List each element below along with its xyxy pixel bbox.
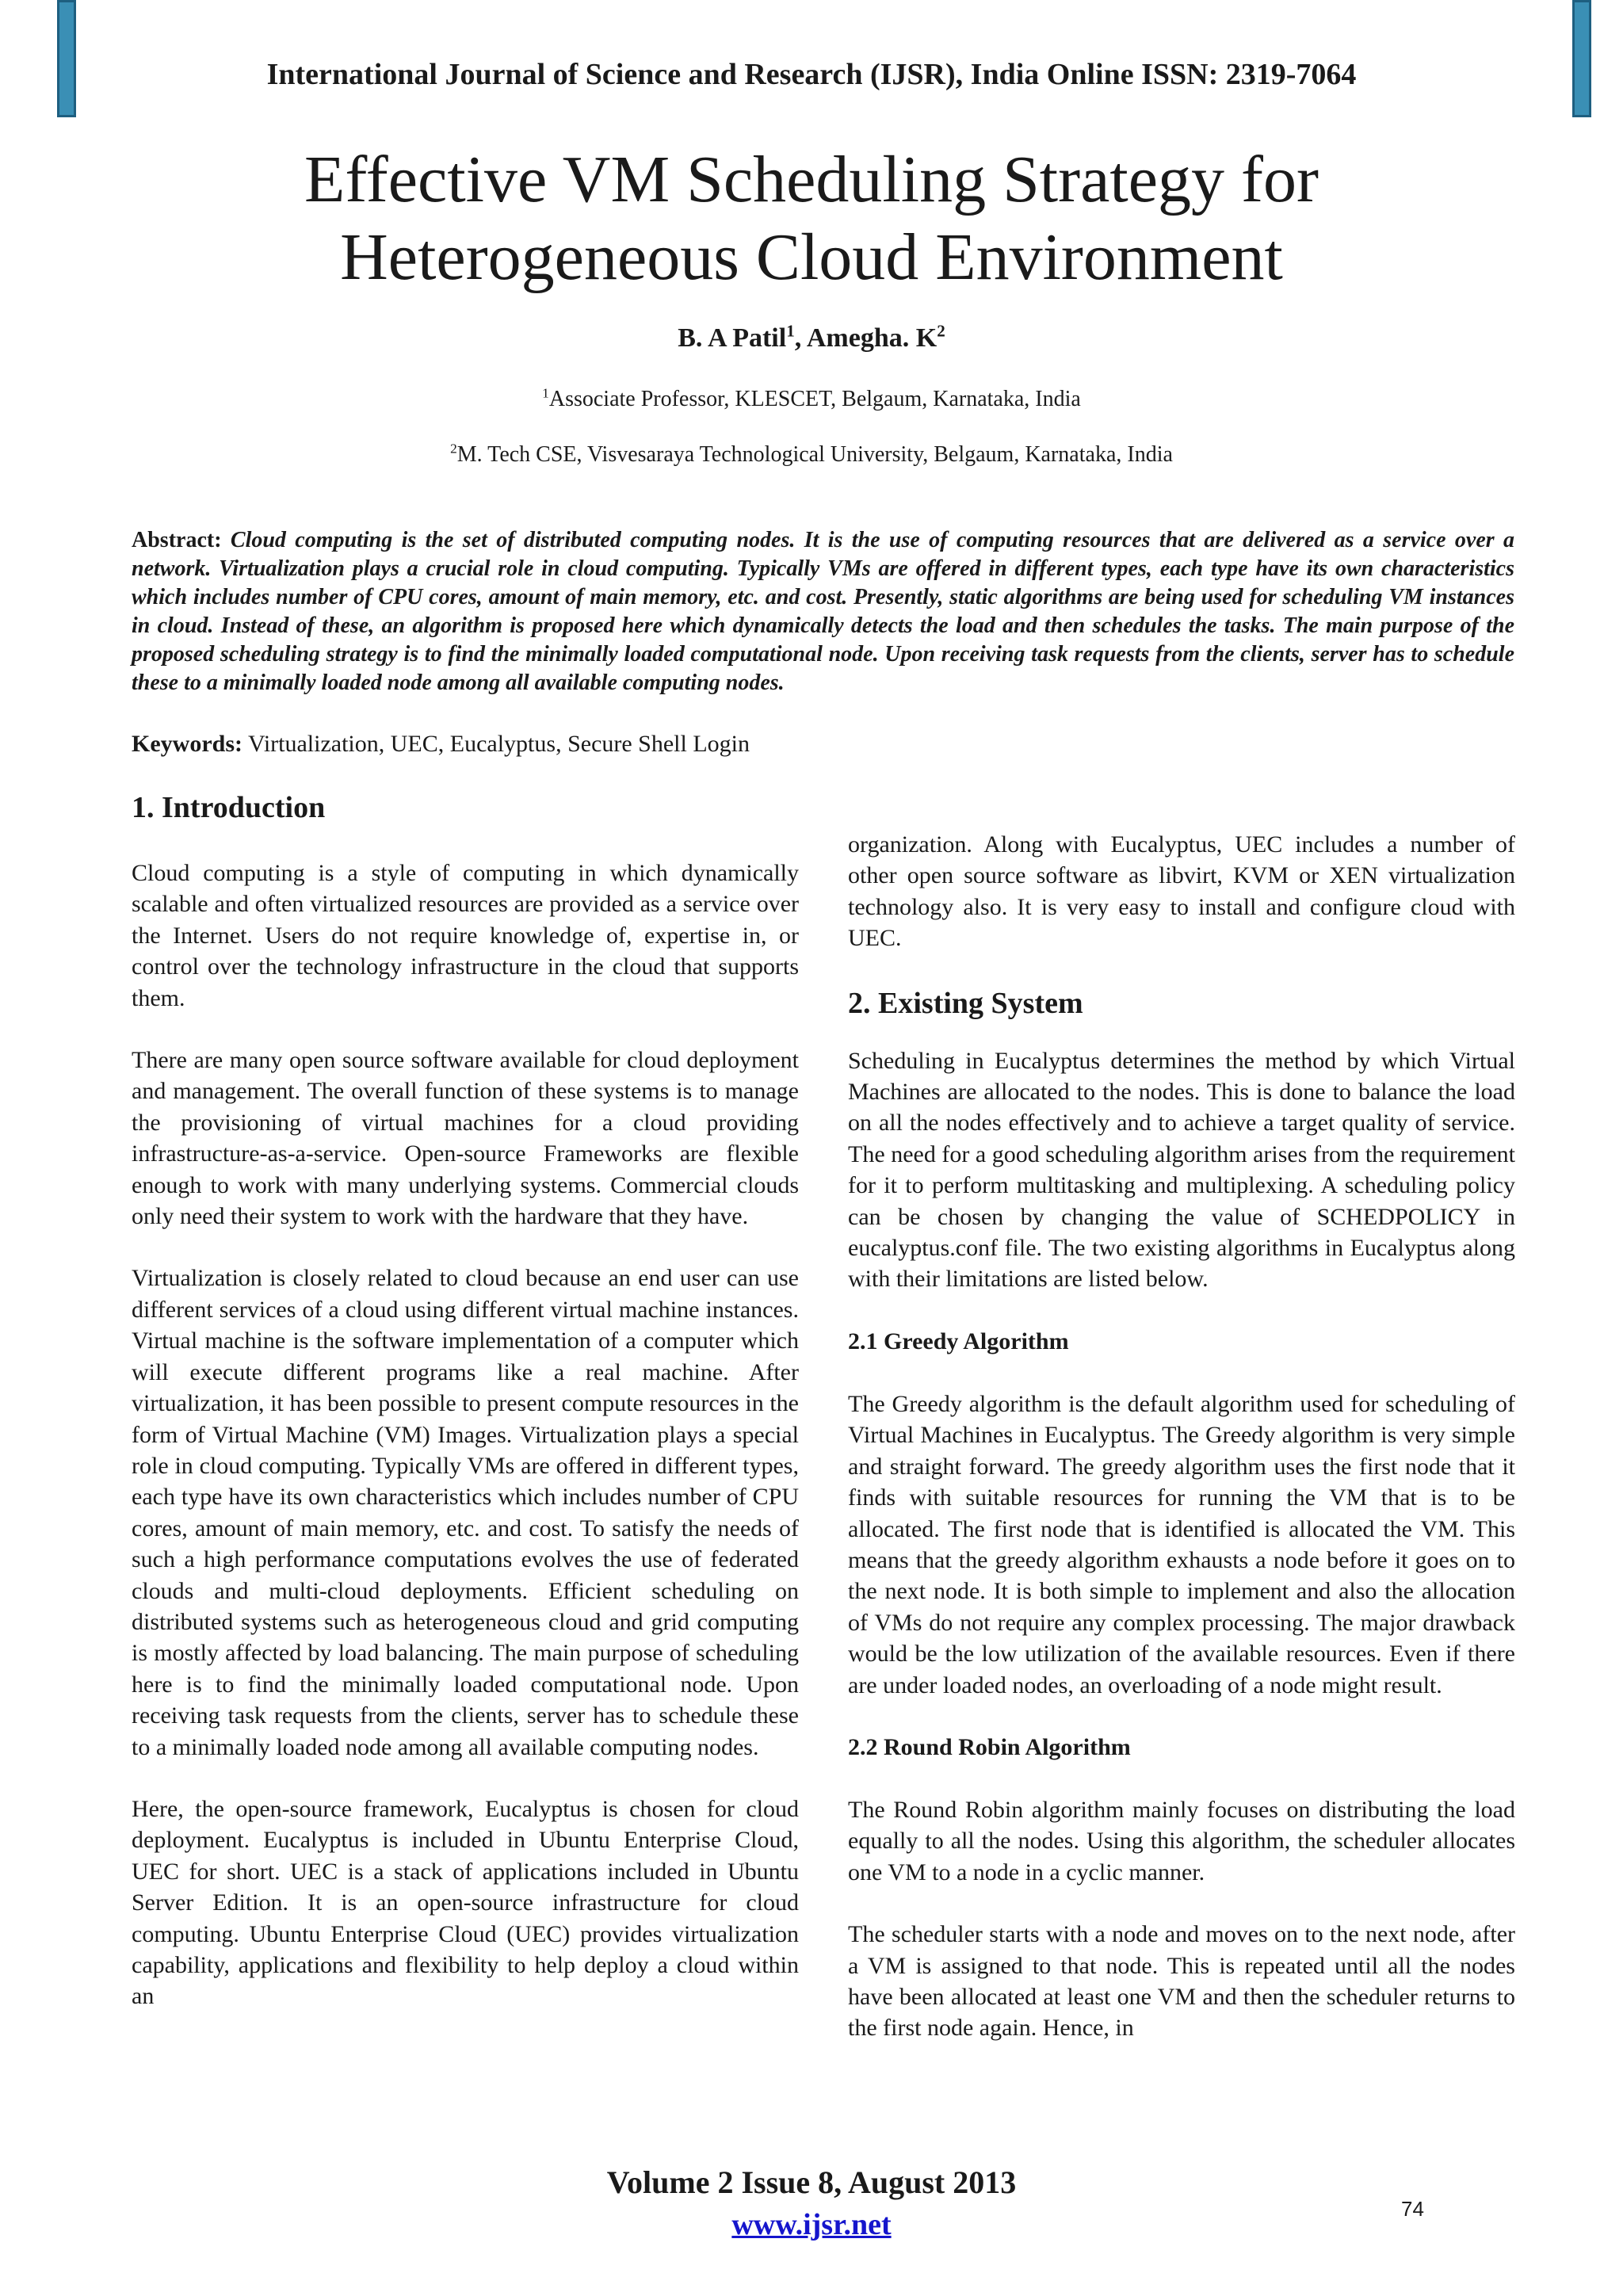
existing-system-heading: 2. Existing System [848,986,1083,1020]
affiliation-2-text: M. Tech CSE, Visvesaraya Technological University, Belgaum, Karnataka, India [456,442,1173,467]
author-1-sup: 1 [786,321,795,341]
page-number: 74 [1401,2197,1424,2221]
author-separator: , [794,323,807,353]
journal-header: International Journal of Science and Research (IJSR), India Online ISSN: 2319-7064 [266,58,1357,91]
keywords-label: Keywords: [132,731,242,757]
round-robin-paragraph-1: The Round Robin algorithm mainly focuses on distributing the load equally to all the nodes. Using this algorithm, the scheduler allocates one VM to a node in a cyclic manner. [848,1796,1515,1885]
footer-volume: Volume 2 Issue 8, August 2013 [606,2164,1017,2200]
paper-title [0,141,1623,296]
keywords-text: Virtualization, UEC, Eucalyptus, Secure Shell Login [247,731,750,757]
abstract-text: Cloud computing is the set of distributed computing nodes. It is the use of computing resources that are delivered as a service over a network. Virtualization plays a crucial role in cloud computing. Typically VMs are offered in different types, each type have its own characteristics which includes number of CPU cores, amount of main memory, etc. and cost. Presently, static algorithms are being used for scheduling VM instances in cloud. Instead of these, an algorithm is proposed here which dynamically detects the load and then schedules the tasks. The main purpose of the proposed scheduling strategy is to find the minimally loaded computational node. Upon receiving task requests from the clients, server has to schedule these to a minimally loaded node among all available computing nodes. [132,528,1515,695]
keywords [132,731,1514,758]
authors [0,323,1623,353]
existing-paragraph-1: Scheduling in Eucalyptus determines the method by which Virtual Machines are allocated to the nodes. This is done to balance the load on all the nodes effectively and to achieve a target quality of service. The need for a good scheduling algorithm arises from the requirement for it to perform multitasking and multiplexing. A scheduling policy can be chosen by changing the value of SCHEDPOLICY in eucalyptus.conf file. The two existing algorithms in Eucalyptus along with their limitations are listed below. [848,1047,1515,1293]
intro-paragraph-4: Here, the open-source framework, Eucalyptus is chosen for cloud deployment. Eucalyptus is included in Ubuntu Enterprise Cloud, UEC for short. UEC is a stack of applications included in Ubuntu Server Edition. It is an open-source infrastructure for cloud computing. Ubuntu Enterprise Cloud (UEC) provides virtualization capability, applications and flexibility to help deploy a cloud within an [132,1795,799,2010]
intro-paragraph-1: Cloud computing is a style of computing in which dynamically scalable and often virtualized resources are provided as a service over the Internet. Users do not require knowledge of, expertise in, or control over the technology infrastructure in the cloud that supports them. [132,860,799,1011]
greedy-paragraph: The Greedy algorithm is the default algorithm used for scheduling of Virtual Machines in Eucalyptus. The Greedy algorithm is very simple and straight forward. The greedy algorithm uses the first node that it finds with suitable resources for running the VM that is to be allocated. The first node that is identified is allocated the VM. This means that the greedy algorithm exhausts a node before it goes on to the next node. It is both simple to implement and also the allocation of VMs do not require any complex processing. The major drawback would be the low utilization of the available resources. Even if there are under loaded nodes, an overloading of a node might result. [848,1390,1515,1698]
left-column [132,789,799,2043]
abstract [132,526,1514,697]
round-robin-paragraph-2: The scheduler starts with a node and moves on to the next node, after a VM is assigned to that node. This is repeated until all the nodes have been allocated at least one VM and then the scheduler returns to the first node again. Hence, in [848,1921,1515,2042]
footer-url-link[interactable]: www.ijsr.net [731,2208,892,2241]
intro-paragraph-3: Virtualization is closely related to cloud because an end user can use different services of a cloud using different virtual machine instances. Virtual machine is the software implementation of a computer which will execute different programs like a real machine. After virtualization, it has been possible to present compute resources in the form of Virtual Machine (VM) Images. Virtualization plays a special role in cloud computing. Typically VMs are offered in different types, each type have its own characteristics which includes number of CPU cores, amount of main memory, etc. and cost. To satisfy the needs of such a high performance computations evolves the use of federated clouds and multi-cloud deployments. Efficient scheduling on distributed systems such as heterogeneous cloud and grid computing is mostly affected by load balancing. The main purpose of scheduling here is to find the minimally loaded computational node. Upon receiving task requests from the clients, server has to schedule these to a minimally loaded node among all available computing nodes. [132,1265,799,1760]
affiliation-1-text: Associate Professor, KLESCET, Belgaum, Karnataka, India [548,387,1081,411]
affiliation-1 [0,387,1623,412]
intro-paragraph-4-continued: organization. Along with Eucalyptus, UEC includes a number of other open source software as libvirt, KVM or XEN virtualization technology also. It is very easy to install and configure cloud with UEC. [848,831,1515,952]
author-2: Amegha. K [806,323,938,353]
affiliation-2 [0,442,1623,468]
right-column [848,829,1515,2075]
title-line-2: Heterogeneous Cloud Environment [340,220,1283,294]
affiliation-2-sup: 2 [450,441,457,457]
abstract-label: Abstract: [132,528,222,552]
intro-heading: 1. Introduction [132,791,326,824]
title-line-1: Effective VM Scheduling Strategy for [304,143,1319,216]
round-robin-heading: 2.2 Round Robin Algorithm [848,1733,1131,1760]
author-2-sup: 2 [937,321,945,341]
author-1: B. A Patil [678,323,787,353]
intro-paragraph-2: There are many open source software available for cloud deployment and management. The overall function of these systems is to manage the provisioning of virtual machines for a cloud providing infrastructure-as-a-service. Open-source Frameworks are flexible enough to work with many underlying systems. Commercial clouds only need their system to work with the hardware that they have. [132,1047,799,1230]
greedy-heading: 2.1 Greedy Algorithm [848,1328,1069,1354]
affiliation-1-sup: 1 [542,385,549,401]
